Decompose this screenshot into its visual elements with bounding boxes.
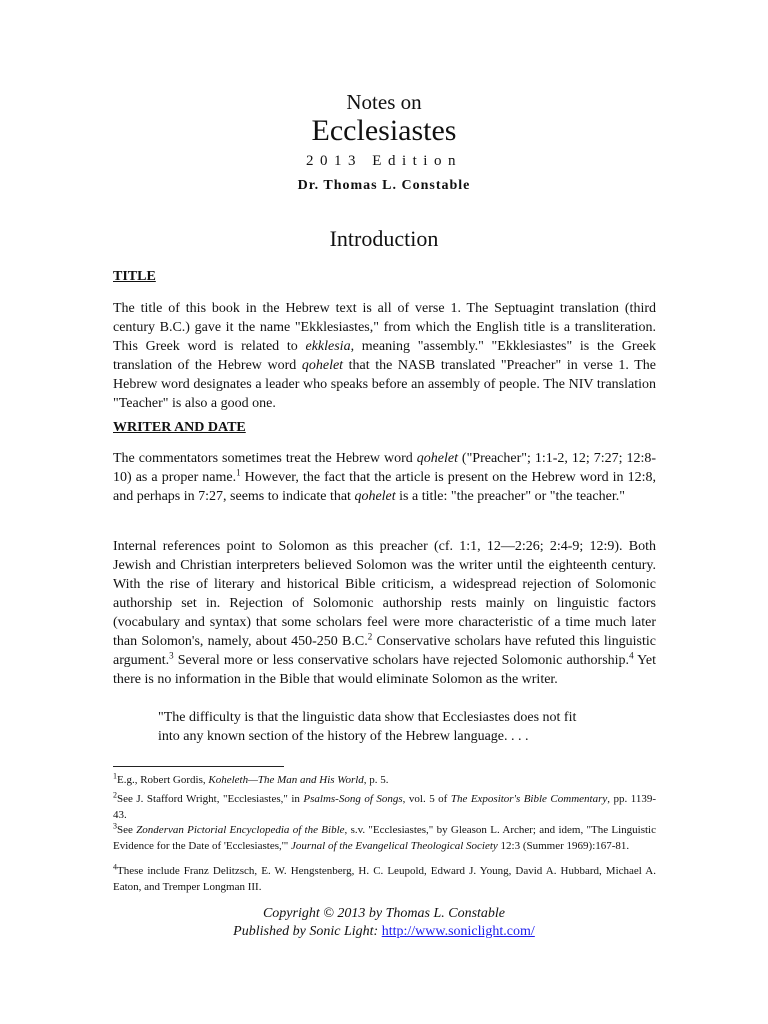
footnote-divider [113, 766, 284, 767]
writer-paragraph-1 [113, 449, 656, 506]
text-run-italic: Journal of the Evangelical Theological Society [290, 840, 498, 852]
title-heading: TITLE [113, 269, 156, 284]
footnote-number: 4 [113, 862, 117, 872]
text-run: Yet there is no information in the Bible that would eliminate Solomon as the writer. [113, 653, 656, 687]
block-quote-line: "The difficulty is that the linguistic data show that Ecclesiastes does not fit [158, 710, 577, 725]
text-run-italic: The Expositor's Bible Commentary [450, 793, 608, 805]
publisher-line [0, 924, 768, 940]
footnote-ref[interactable]: 2 [367, 631, 373, 642]
text-run-italic: qohelet [354, 489, 396, 504]
text-run: , vol. 5 of [402, 793, 451, 805]
text-run-italic: qohelet [416, 451, 458, 466]
edition-label: 2013 Edition [306, 153, 462, 169]
writer-heading: WRITER AND DATE [113, 420, 246, 435]
footnote-3 [113, 822, 656, 854]
writer-paragraph-2 [113, 537, 656, 689]
text-run: E.g., Robert Gordis, [117, 774, 209, 786]
footnote-number: 3 [113, 821, 117, 831]
text-run: 12:3 (Summer 1969):167-81. [497, 840, 630, 852]
text-run: , meaning "assembly." "Ekklesiastes" is the Greek translation of the Hebrew word [113, 339, 656, 373]
text-run: , pp. 1139-43. [113, 793, 656, 821]
footnote-number: 1 [113, 771, 117, 781]
text-run: The commentators sometimes treat the Hebrew word [113, 451, 417, 466]
footnote-1 [113, 772, 656, 788]
text-run: The title of this book in the Hebrew text is all of verse 1. The Septuagint translation (third century B.C.) gave it the name "Ekklesiastes," from which the English title is a transliteration. This Greek word is related to [113, 301, 656, 354]
footnote-ref[interactable]: 1 [236, 467, 241, 478]
text-run: See J. Stafford Wright, "Ecclesiastes," in [117, 793, 304, 805]
footnote-ref[interactable]: 3 [169, 650, 174, 661]
publisher-label: Published by Sonic Light: [233, 924, 382, 939]
footnote-2 [113, 791, 656, 823]
text-run-italic: Koheleth—The Man and His World [208, 774, 364, 786]
copyright-line: Copyright © 2013 by Thomas L. Constable [262, 906, 506, 921]
title-paragraph [113, 299, 656, 413]
text-run: However, the fact that the article is present on the Hebrew word in 12:8, and perhaps in 7:27, seems to indicate that [113, 470, 656, 504]
text-run-italic: Psalms-Song of Songs [303, 793, 403, 805]
text-run: is a title: "the preacher" or "the teacher." [395, 489, 625, 504]
section-title: Introduction [329, 226, 439, 251]
book-title: Ecclesiastes [311, 114, 457, 147]
text-run: ("Preacher"; 1:1-2, 12; 7:27; 12:8-10) as a proper name. [113, 451, 656, 485]
block-quote-line: into any known section of the history of the Hebrew language. . . . [158, 729, 529, 744]
text-run: , p. 5. [363, 774, 389, 786]
text-run: Internal references point to Solomon as this preacher (cf. 1:1, 12—2:26; 2:4-9; 12:9). Both Jewish and Christian interpreters believed Solomon was the writer until the eighteenth century. With the rise of literary and historical Bible criticism, a widespread rejection of Solomonic authorship set in. Rejection of Solomonic authorship rests mainly on linguistic factors (vocabulary and syntax) that some scholars feel were more characteristic of a time much later than Solomon's, namely, about 450-250 B.C. [113, 539, 656, 649]
text-run: These include Franz Delitzsch, E. W. Hengstenberg, H. C. Leupold, Edward J. Young, David A. Hubbard, Michael A. Eaton, and Tremper Longman III. [113, 865, 656, 893]
text-run: Several more or less conservative scholars have rejected Solomonic authorship. [173, 653, 630, 668]
text-run: , s.v. "Ecclesiastes," by Gleason L. Archer; and idem, "The Linguistic Evidence for the Date of 'Ecclesiastes,'" [113, 824, 656, 852]
website-link[interactable]: http://www.soniclight.com/ [381, 924, 535, 939]
text-run-italic: ekklesia [305, 339, 351, 354]
text-run-italic: qohelet [301, 358, 344, 373]
text-run: See [117, 824, 137, 836]
text-run: that the NASB translated "Preacher" in verse 1. The Hebrew word designates a leader who speaks before an assembly of people. The NIV translation "Teacher" is also a good one. [113, 358, 656, 411]
footnote-number: 2 [113, 790, 117, 800]
footnote-ref[interactable]: 4 [629, 650, 634, 661]
text-run-italic: Zondervan Pictorial Encyclopedia of the Bible [136, 824, 345, 836]
text-run: Conservative scholars have refuted this linguistic argument. [113, 634, 656, 668]
author-name: Dr. Thomas L. Constable [297, 178, 471, 193]
footnote-4 [113, 863, 656, 895]
notes-on-label: Notes on [346, 90, 422, 114]
